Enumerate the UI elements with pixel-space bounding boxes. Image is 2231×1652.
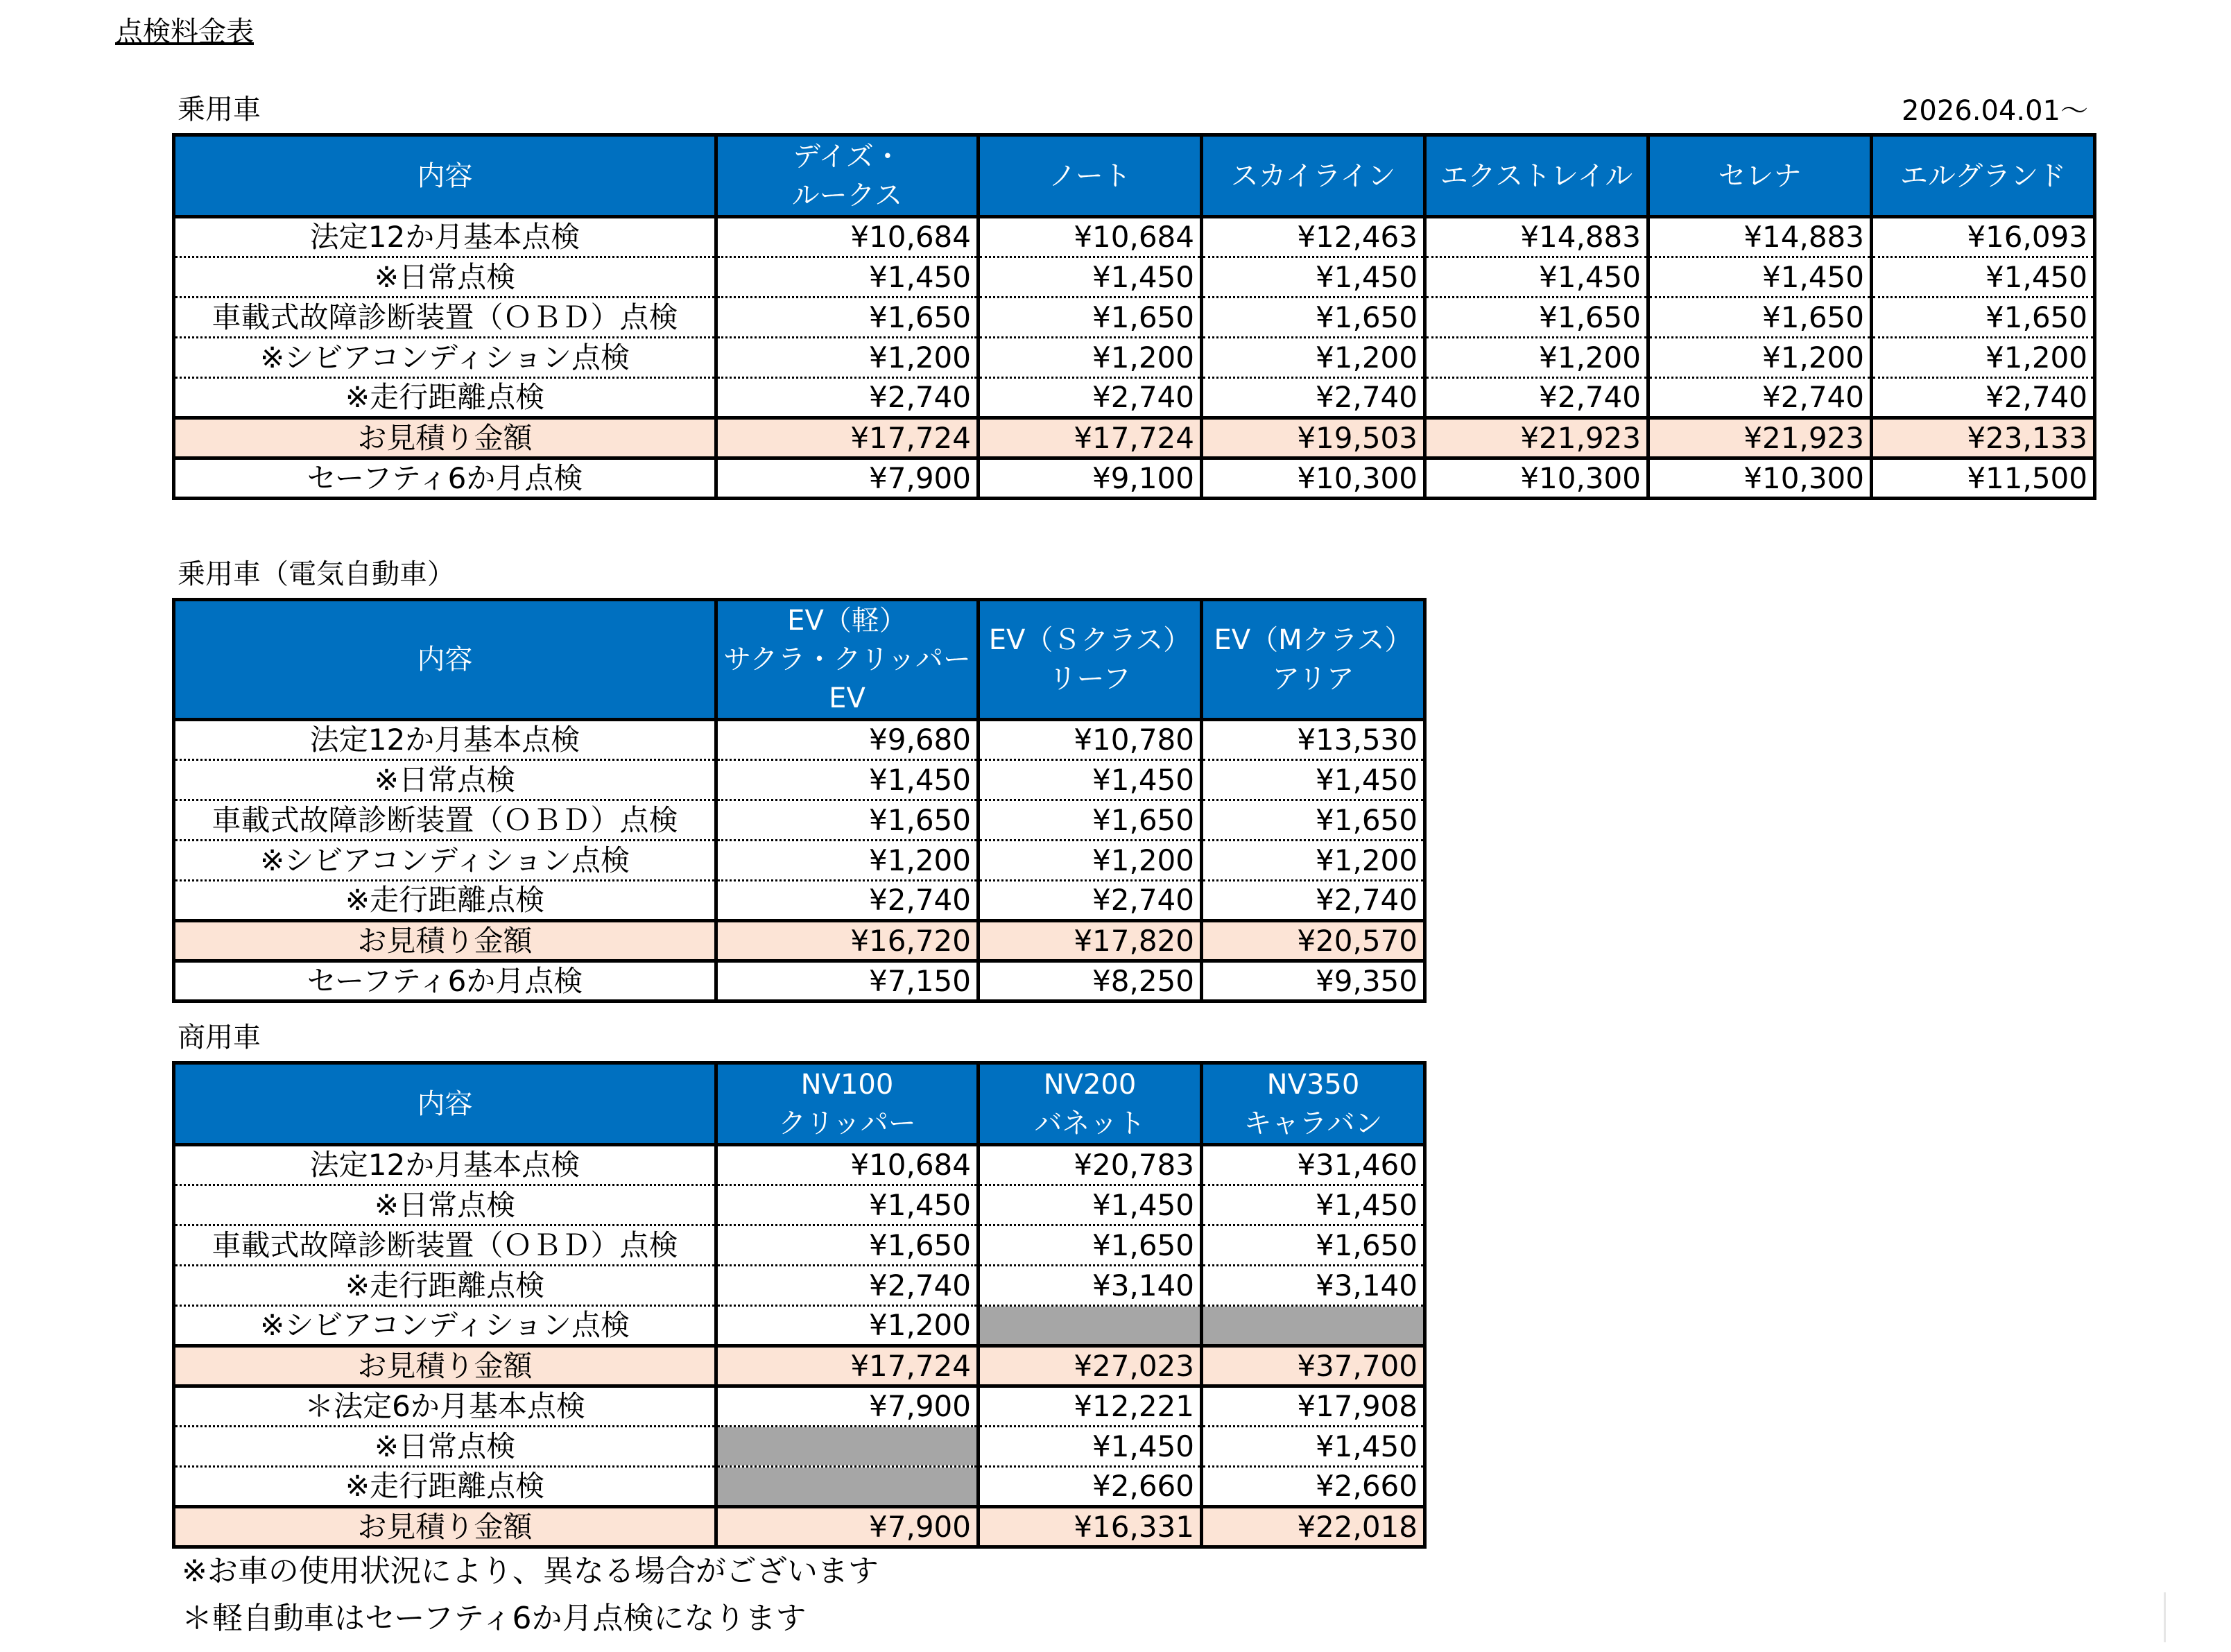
price-cell: ¥17,724 [979, 418, 1202, 458]
column-header [716, 135, 979, 217]
price-cell: ¥2,660 [1202, 1467, 1425, 1507]
price-cell: ¥22,018 [1202, 1507, 1425, 1547]
column-header-line: EV（Mクラス） [1214, 624, 1413, 656]
price-cell: ¥8,250 [979, 961, 1202, 1001]
effective-date: 2026.04.01～ [1901, 95, 2088, 127]
table-row [174, 1145, 1425, 1185]
row-label: 車載式故障診断装置（ＯＢＤ）点検 [174, 1225, 716, 1266]
price-cell: ¥1,450 [1872, 257, 2095, 298]
column-header-line: バネット [1034, 1107, 1146, 1139]
column-header-line: エルグランド [1900, 160, 2067, 192]
price-cell: ¥1,450 [979, 257, 1202, 298]
price-cell: ¥1,650 [716, 1225, 979, 1266]
price-cell: ¥1,450 [1202, 1427, 1425, 1467]
price-cell: ¥1,650 [979, 1225, 1202, 1266]
price-cell: ¥27,023 [979, 1346, 1202, 1386]
column-header-line: EV（軽） [787, 605, 907, 637]
price-cell: ¥10,684 [979, 217, 1202, 257]
price-cell: ¥20,570 [1202, 921, 1425, 961]
price-cell: ¥1,450 [716, 257, 979, 298]
total-row [174, 921, 1425, 961]
price-cell: ¥1,450 [979, 1427, 1202, 1467]
table-row [174, 760, 1425, 800]
price-cell: ¥14,883 [1648, 217, 1872, 257]
price-cell: ¥37,700 [1202, 1346, 1425, 1386]
row-label: 法定12か月基本点検 [174, 1145, 716, 1185]
row-label: ※日常点検 [174, 760, 716, 800]
price-cell: ¥10,300 [1425, 458, 1648, 499]
table-row [174, 378, 2095, 418]
price-cell: ¥9,100 [979, 458, 1202, 499]
price-cell: ¥1,450 [979, 760, 1202, 800]
header-content: 内容 [174, 600, 716, 720]
column-header [1202, 1063, 1425, 1145]
price-cell: ¥19,503 [1202, 418, 1425, 458]
price-cell: ¥17,724 [716, 418, 979, 458]
price-cell: ¥20,783 [979, 1145, 1202, 1185]
price-cell: ¥9,350 [1202, 961, 1425, 1001]
column-header-line: ノート [1049, 160, 1131, 192]
price-cell: ¥21,923 [1425, 418, 1648, 458]
table-row [174, 1225, 1425, 1266]
price-cell: ¥10,684 [716, 1145, 979, 1185]
price-cell: ¥1,650 [979, 298, 1202, 338]
row-label: ※シビアコンディション点検 [174, 841, 716, 881]
row-label: セーフティ6か月点検 [174, 458, 716, 499]
price-cell: ¥12,221 [979, 1386, 1202, 1427]
price-cell: ¥1,200 [1648, 338, 1872, 378]
table-row [174, 1266, 1425, 1306]
column-header [1648, 135, 1872, 217]
row-label: ※日常点検 [174, 257, 716, 298]
price-cell: ¥1,200 [716, 1306, 979, 1346]
section-title-ev: 乗用車（電気自動車） [178, 558, 455, 590]
column-header [979, 1063, 1202, 1145]
column-header [1202, 135, 1425, 217]
price-cell: ¥1,200 [1202, 841, 1425, 881]
row-label: ※日常点検 [174, 1427, 716, 1467]
table-row [174, 841, 1425, 881]
price-cell: ¥2,740 [1425, 378, 1648, 418]
price-cell: ¥1,650 [1202, 298, 1425, 338]
column-header-line: EV（Ｓクラス） [988, 624, 1191, 656]
price-cell: ¥17,724 [716, 1346, 979, 1386]
price-cell: ¥16,720 [716, 921, 979, 961]
column-header-line: キャラバン [1243, 1107, 1383, 1139]
ev-price-table [172, 598, 1427, 1003]
table-row [174, 458, 2095, 499]
section-title-commercial: 商用車 [178, 1022, 261, 1053]
document-title: 点検料金表 [115, 16, 254, 48]
price-cell: ¥12,463 [1202, 217, 1425, 257]
price-cell: ¥13,530 [1202, 720, 1425, 760]
price-cell: ¥16,331 [979, 1507, 1202, 1547]
price-cell: ¥2,740 [716, 378, 979, 418]
price-cell: ¥1,650 [716, 800, 979, 841]
row-label: ※走行距離点検 [174, 1266, 716, 1306]
price-cell: ¥1,200 [716, 841, 979, 881]
column-header [716, 1063, 979, 1145]
total-row [174, 1507, 1425, 1547]
unavailable-cell [716, 1427, 979, 1467]
row-label: ※走行距離点検 [174, 378, 716, 418]
price-cell: ¥3,140 [1202, 1266, 1425, 1306]
price-cell: ¥10,684 [716, 217, 979, 257]
table-row [174, 1427, 1425, 1467]
price-cell: ¥1,450 [1202, 760, 1425, 800]
price-cell: ¥2,740 [1648, 378, 1872, 418]
price-cell: ¥10,300 [1202, 458, 1425, 499]
note-usage: ※お車の使用状況により、異なる場合がございます [182, 1554, 879, 1589]
column-header-line: アリア [1272, 663, 1354, 695]
price-cell: ¥2,660 [979, 1467, 1202, 1507]
price-cell: ¥1,200 [979, 338, 1202, 378]
edge-mark [2164, 1592, 2166, 1642]
row-label: お見積り金額 [174, 1346, 716, 1386]
table-row [174, 217, 2095, 257]
unavailable-cell [1202, 1306, 1425, 1346]
price-cell: ¥3,140 [979, 1266, 1202, 1306]
unavailable-cell [716, 1467, 979, 1507]
header-content: 内容 [174, 135, 716, 217]
price-cell: ¥1,650 [1202, 1225, 1425, 1266]
column-header-line: ルークス [791, 179, 903, 212]
row-label: 車載式故障診断装置（ＯＢＤ）点検 [174, 298, 716, 338]
total-row [174, 418, 2095, 458]
column-header [1202, 600, 1425, 720]
row-label: ※日常点検 [174, 1185, 716, 1225]
price-cell: ¥1,650 [979, 800, 1202, 841]
table-row [174, 257, 2095, 298]
table-row [174, 1185, 1425, 1225]
table-row [174, 298, 2095, 338]
price-cell: ¥1,200 [1872, 338, 2095, 378]
price-cell: ¥2,740 [716, 881, 979, 921]
unavailable-cell [979, 1306, 1202, 1346]
row-label: ※走行距離点検 [174, 1467, 716, 1507]
price-cell: ¥1,450 [1648, 257, 1872, 298]
table-row [174, 1467, 1425, 1507]
row-label: セーフティ6か月点検 [174, 961, 716, 1001]
row-label: 法定12か月基本点検 [174, 720, 716, 760]
price-cell: ¥1,200 [979, 841, 1202, 881]
row-label: 法定12か月基本点検 [174, 217, 716, 257]
price-cell: ¥2,740 [979, 881, 1202, 921]
price-cell: ¥9,680 [716, 720, 979, 760]
price-cell: ¥2,740 [1872, 378, 2095, 418]
price-cell: ¥1,650 [1648, 298, 1872, 338]
price-cell: ¥1,200 [716, 338, 979, 378]
table-row [174, 720, 1425, 760]
column-header-line: NV100 [800, 1068, 894, 1101]
column-header-line: クリッパー [778, 1107, 916, 1139]
total-row [174, 1346, 1425, 1386]
price-cell: ¥31,460 [1202, 1145, 1425, 1185]
table-row [174, 800, 1425, 841]
price-cell: ¥1,450 [1425, 257, 1648, 298]
row-label: ※走行距離点検 [174, 881, 716, 921]
price-cell: ¥21,923 [1648, 418, 1872, 458]
row-label: 車載式故障診断装置（ＯＢＤ）点検 [174, 800, 716, 841]
column-header-line: NV350 [1266, 1068, 1360, 1101]
column-header [716, 600, 979, 720]
price-cell: ¥2,740 [716, 1266, 979, 1306]
price-cell: ¥1,450 [979, 1185, 1202, 1225]
price-cell: ¥2,740 [1202, 881, 1425, 921]
price-cell: ¥23,133 [1872, 418, 2095, 458]
row-label: お見積り金額 [174, 1507, 716, 1547]
column-header [979, 600, 1202, 720]
row-label: ※シビアコンディション点検 [174, 338, 716, 378]
price-cell: ¥16,093 [1872, 217, 2095, 257]
price-cell: ¥1,450 [716, 1185, 979, 1225]
price-cell: ¥7,900 [716, 1507, 979, 1547]
table-row [174, 338, 2095, 378]
column-header-line: エクストレイル [1440, 160, 1633, 192]
price-cell: ¥1,650 [716, 298, 979, 338]
note-kei-car: ＊軽自動車はセーフティ6か月点検になります [182, 1601, 807, 1636]
price-cell: ¥1,650 [1202, 800, 1425, 841]
price-cell: ¥10,300 [1648, 458, 1872, 499]
table-row [174, 1386, 1425, 1427]
column-header [1425, 135, 1648, 217]
table-row [174, 881, 1425, 921]
row-label: ＊法定6か月基本点検 [174, 1386, 716, 1427]
price-cell: ¥7,900 [716, 1386, 979, 1427]
price-cell: ¥1,450 [1202, 257, 1425, 298]
column-header [979, 135, 1202, 217]
price-cell: ¥11,500 [1872, 458, 2095, 499]
price-cell: ¥1,450 [716, 760, 979, 800]
price-cell: ¥2,740 [1202, 378, 1425, 418]
commercial-price-table [172, 1061, 1427, 1549]
price-cell: ¥10,780 [979, 720, 1202, 760]
price-cell: ¥2,740 [979, 378, 1202, 418]
header-content: 内容 [174, 1063, 716, 1145]
price-cell: ¥17,820 [979, 921, 1202, 961]
row-label: お見積り金額 [174, 418, 716, 458]
column-header [1872, 135, 2095, 217]
column-header-line: サクラ・クリッパーEV [723, 644, 971, 714]
column-header-line: スカイライン [1230, 160, 1396, 192]
price-cell: ¥1,650 [1425, 298, 1648, 338]
column-header-line: NV200 [1043, 1068, 1137, 1101]
price-cell: ¥7,900 [716, 458, 979, 499]
table-row [174, 1306, 1425, 1346]
price-cell: ¥1,450 [1202, 1185, 1425, 1225]
price-cell: ¥1,200 [1425, 338, 1648, 378]
row-label: お見積り金額 [174, 921, 716, 961]
row-label: ※シビアコンディション点検 [174, 1306, 716, 1346]
price-cell: ¥1,200 [1202, 338, 1425, 378]
passenger-price-table [172, 133, 2096, 500]
price-cell: ¥1,650 [1872, 298, 2095, 338]
table-row [174, 961, 1425, 1001]
column-header-line: リーフ [1049, 663, 1131, 695]
price-cell: ¥17,908 [1202, 1386, 1425, 1427]
column-header-line: セレナ [1718, 160, 1802, 192]
column-header-line: デイズ・ [793, 140, 902, 173]
price-cell: ¥14,883 [1425, 217, 1648, 257]
price-cell: ¥7,150 [716, 961, 979, 1001]
section-title-passenger: 乗用車 [178, 94, 261, 126]
